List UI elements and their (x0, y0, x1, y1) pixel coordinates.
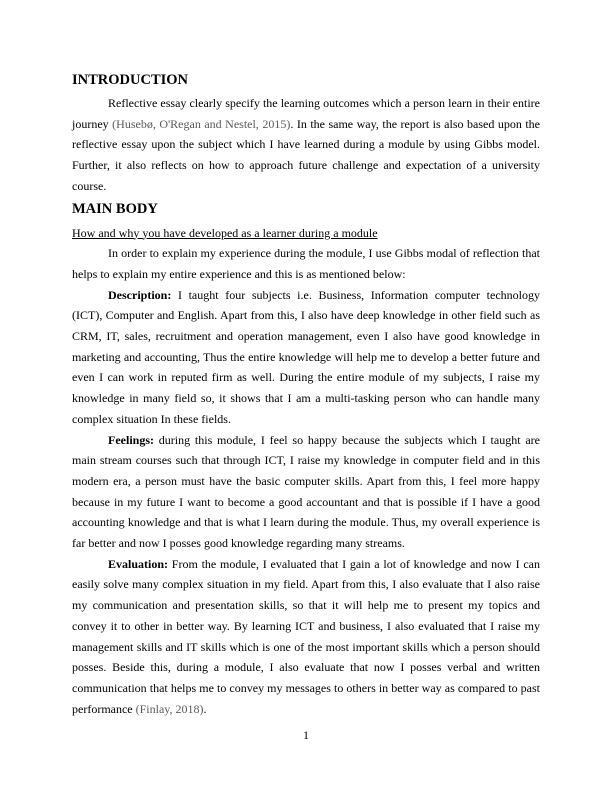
description-text: I taught four subjects i.e. Business, Information computer technology (ICT), Computer and English. Apart from this, I also have deep knowledge in other field such as CRM, IT, sales, recruitment and operation management, even I also have good knowledge in marketing and accounting, Thus the entire knowledge will help me to develop a better future and even I can work in reputed firm as well. During the entire module of my subjects, I raise my knowledge in many field so, it shows that I am a multi-tasking person who can handle many complex situation In these fields. (72, 287, 540, 426)
evaluation-end: . (203, 701, 207, 716)
introduction-paragraph (72, 93, 540, 197)
page-number: 1 (303, 728, 309, 742)
evaluation-text: From the module, I evaluated that I gain a lot of knowledge and now I can easily solve many complex situation in my field. Apart from this, I also evaluate that I also raise my communication and presentation skills, so that it will help me to present my topics and convey it to other in better way. By learning ICT and business, I also evaluated that I raise my management skills and IT skills which is one of the most important skills which a person should posses. Beside this, during a module, I also evaluate that now I posses verbal and written communication that helps me to convey my messages to others in better way as compared to past performance (72, 556, 540, 716)
evaluation-paragraph (72, 554, 540, 720)
evaluation-citation: (Finlay, 2018) (135, 701, 204, 716)
intro-text-1: Reflective essay clearly specify the learning outcomes which a person learn in their entire journey (72, 96, 540, 131)
intro-citation: (Husebø, O'Regan and Nestel, 2015) (112, 116, 291, 131)
intro-text-2: . In the same way, the report is also based upon the reflective essay upon the subject which I have learned during a module by using Gibbs model. Further, it also reflects on how to approach future challenge and expectation of a university course. (72, 116, 541, 193)
evaluation-label: Evaluation: (108, 556, 169, 571)
document-page (72, 70, 540, 719)
feelings-paragraph (72, 430, 540, 554)
main-intro-paragraph: In order to explain my experience during the module, I use Gibbs modal of reflection that helps to explain my entire experience and this is as mentioned below: (72, 246, 540, 281)
introduction-heading: INTRODUCTION (72, 72, 189, 88)
main-body-heading: MAIN BODY (72, 200, 158, 217)
description-label: Description: (108, 287, 172, 302)
description-paragraph (72, 285, 540, 430)
section-subheading: How and why you have developed as a learner during a module (72, 225, 378, 240)
feelings-text: during this module, I feel so happy because the subjects which I taught are main stream courses such that through ICT, I raise my knowledge in computer field and in this modern era, a person must have the basic computer skills. Apart from this, I feel more happy because in my future I want to become a good accountant and that is possible if I have a good accounting knowledge and that is what I learn during the module. Thus, my overall experience is far better and now I posses good knowledge regarding many streams. (72, 432, 540, 551)
feelings-label: Feelings: (108, 432, 154, 447)
